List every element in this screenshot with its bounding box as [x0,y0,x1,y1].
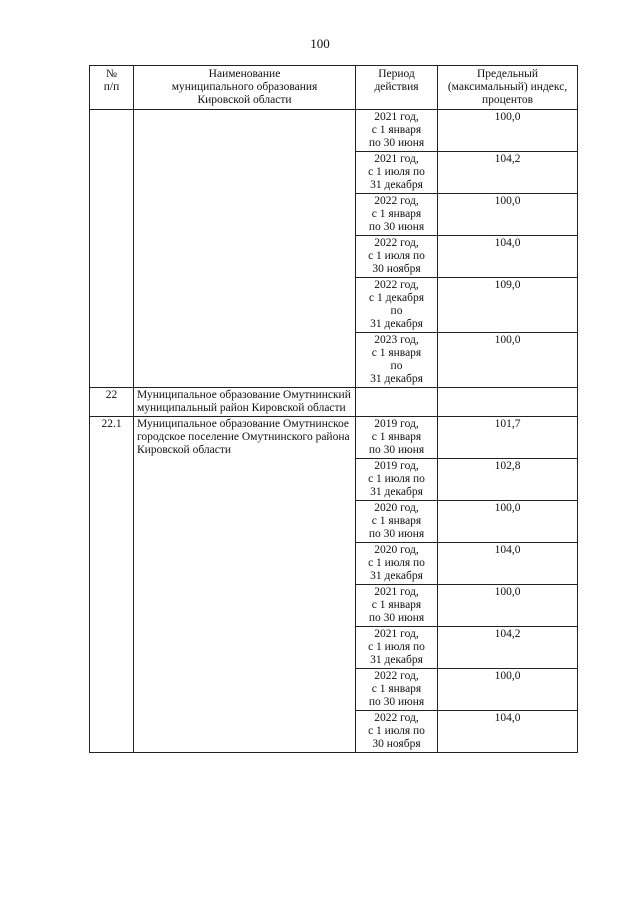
period-cell: 2022 год, с 1 января по 30 июня [356,669,438,711]
period-cell [356,388,438,417]
table-row-entity-22 [90,388,578,417]
index-cell: 104,2 [438,152,578,194]
index-cell: 101,7 [438,417,578,459]
period-cell: 2019 год, с 1 июля по 31 декабря [356,459,438,501]
period-cell: 2021 год, с 1 июля по 31 декабря [356,627,438,669]
period-cell: 2020 год, с 1 июля по 31 декабря [356,543,438,585]
index-cell: 100,0 [438,110,578,152]
tariff-index-table [89,65,578,753]
table-row [90,110,578,152]
row-number-cell [90,110,134,388]
period-cell: 2021 год, с 1 июля по 31 декабря [356,152,438,194]
index-cell: 100,0 [438,333,578,388]
period-cell: 2021 год, с 1 января по 30 июня [356,110,438,152]
row-name-cell: Муниципальное образование Омутнинское городское поселение Омутнинского района Кировской области [134,417,356,753]
header-period: Период действия [356,66,438,110]
index-cell: 104,2 [438,627,578,669]
header-number: № п/п [90,66,134,110]
index-cell: 100,0 [438,194,578,236]
period-cell: 2019 год, с 1 января по 30 июня [356,417,438,459]
header-name: Наименование муниципального образования Кировской области [134,66,356,110]
period-cell: 2022 год, с 1 января по 30 июня [356,194,438,236]
period-cell: 2021 год, с 1 января по 30 июня [356,585,438,627]
index-cell: 104,0 [438,236,578,278]
row-number-cell: 22.1 [90,417,134,753]
period-cell: 2022 год, с 1 июля по 30 ноября [356,711,438,753]
period-cell: 2022 год, с 1 декабря по 31 декабря [356,278,438,333]
row-name-cell [134,110,356,388]
index-cell: 104,0 [438,543,578,585]
row-number-cell: 22 [90,388,134,417]
index-cell: 100,0 [438,669,578,711]
row-name-cell: Муниципальное образование Омутнинский муниципальный район Кировской области [134,388,356,417]
index-cell: 104,0 [438,711,578,753]
index-cell: 102,8 [438,459,578,501]
index-cell: 109,0 [438,278,578,333]
period-cell: 2022 год, с 1 июля по 30 ноября [356,236,438,278]
page-number: 100 [310,36,330,51]
table-header-row [90,66,578,110]
table-row-entity-22-1 [90,417,578,459]
period-cell: 2020 год, с 1 января по 30 июня [356,501,438,543]
header-index: Предельный (максимальный) индекс, процентов [438,66,578,110]
index-cell [438,388,578,417]
index-cell: 100,0 [438,585,578,627]
index-cell: 100,0 [438,501,578,543]
period-cell: 2023 год, с 1 января по 31 декабря [356,333,438,388]
